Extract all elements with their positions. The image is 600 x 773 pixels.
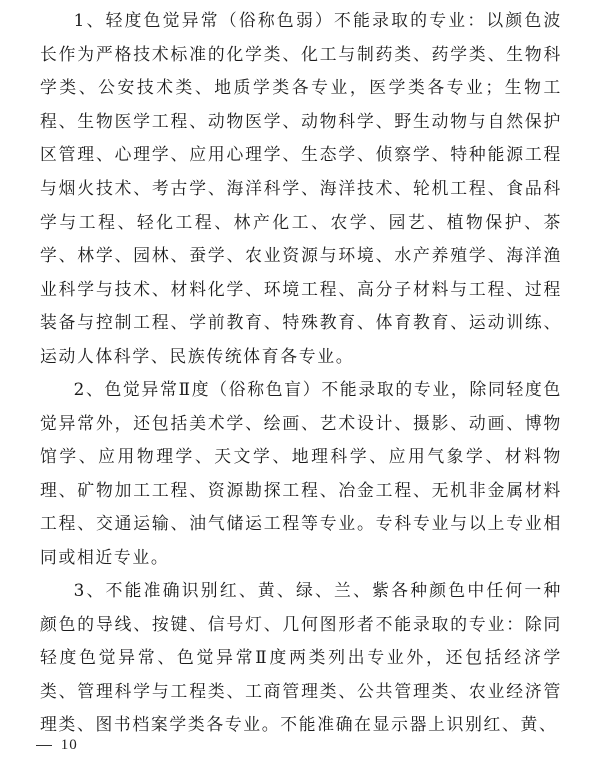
paragraph-color-identification: 3、不能准确识别红、黄、绿、兰、紫各种颜色中任何一种颜色的导线、按键、信号灯、几何图形者不能录取的专业：除同轻度色觉异常、色觉异常Ⅱ度两类列出专业外，还包括经济学类、管理科学与工程类、工商管理类、公共管理类、农业经济管理类、图书档案学类各专业。不能准确在显示器上识别红、黄、 — [40, 580, 562, 735]
footer-dash-left — [36, 745, 52, 746]
page-footer — [32, 737, 78, 754]
paragraph-color-weakness: 1、轻度色觉异常（俗称色弱）不能录取的专业：以颜色波长作为严格技术标准的化学类、化工与制药类、药学类、生物科学类、公安技术类、地质学类各专业，医学类各专业；生物工程、生物医学工程、动物医学、动物科学、野生动物与自然保护区管理、心理学、应用心理学、生态学、侦察学、特种能源工程与烟火技术、考古学、海洋科学、海洋技术、轮机工程、食品科学与工程、轻化工程、林产化工、农学、园艺、植物保护、茶学、林学、园林、蚕学、农业资源与环境、水产养殖学、海洋渔业科学与技术、材料化学、环境工程、高分子材料与工程、过程装备与控制工程、学前教育、特殊教育、体育教育、运动训练、运动人体科学、民族传统体育各专业。 — [40, 10, 562, 366]
page-number: 10 — [60, 737, 78, 753]
paragraph-color-blindness: 2、色觉异常Ⅱ度（俗称色盲）不能录取的专业，除同轻度色觉异常外，还包括美术学、绘画、艺术设计、摄影、动画、博物馆学、应用物理学、天文学、地理科学、应用气象学、材料物理、矿物加工工程、资源勘探工程、冶金工程、无机非金属材料工程、交通运输、油气储运工程等专业。专科专业与以上专业相同或相近专业。 — [40, 379, 562, 567]
